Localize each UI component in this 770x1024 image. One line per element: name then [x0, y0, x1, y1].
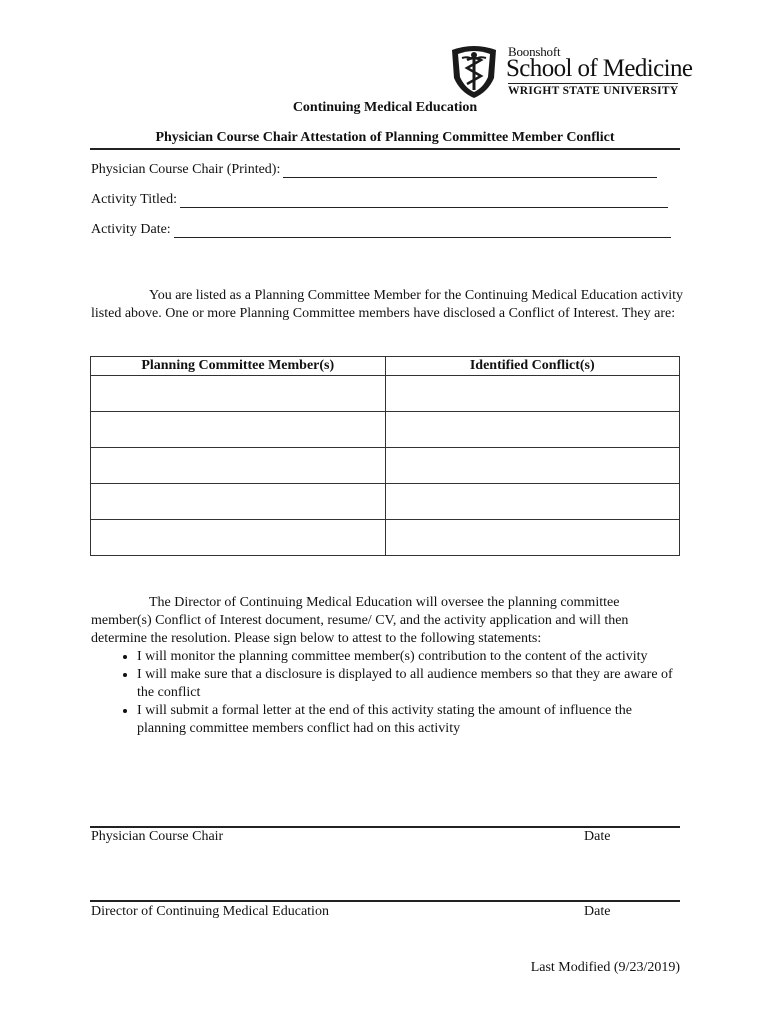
- conflict-cell[interactable]: [385, 448, 680, 484]
- table-row: [91, 520, 680, 556]
- conflict-table: [90, 356, 680, 556]
- table-row: [91, 448, 680, 484]
- chair-name-input[interactable]: [283, 163, 657, 178]
- activity-date-input[interactable]: [174, 223, 671, 238]
- conflict-cell[interactable]: [385, 520, 680, 556]
- attestation-statements: [91, 648, 683, 738]
- member-cell[interactable]: [91, 376, 386, 412]
- title-divider: [90, 148, 680, 150]
- logo-line-university: WRIGHT STATE UNIVERSITY: [508, 85, 679, 97]
- member-cell[interactable]: [91, 484, 386, 520]
- shield-caduceus-icon: [448, 44, 500, 100]
- member-cell[interactable]: [91, 412, 386, 448]
- conflict-cell[interactable]: [385, 484, 680, 520]
- intro-text: You are listed as a Planning Committee Member for the Continuing Medical Education activity listed above. One or more Planning Committee members have disclosed a Conflict of Interest. They are:: [91, 288, 683, 321]
- chair-signature-line[interactable]: [90, 826, 680, 828]
- director-paragraph: [91, 594, 683, 648]
- director-date-label: Date: [584, 904, 611, 919]
- list-item: • I will submit a formal letter at the end of this activity stating the amount of influence the planning committee members conflict had on this activity: [137, 702, 683, 738]
- university-logo: [448, 44, 693, 100]
- conflict-cell[interactable]: [385, 376, 680, 412]
- director-signature-line[interactable]: [90, 900, 680, 902]
- list-item: • I will make sure that a disclosure is displayed to all audience members so that they are aware of the conflict: [137, 666, 683, 702]
- chair-name-label: Physician Course Chair (Printed):: [91, 162, 281, 177]
- activity-date-label: Activity Date:: [91, 222, 171, 237]
- column-header-conflicts: Identified Conflict(s): [385, 357, 680, 376]
- activity-title-label: Activity Titled:: [91, 192, 177, 207]
- table-row: [91, 376, 680, 412]
- list-item: • I will monitor the planning committee member(s) contribution to the content of the activity: [137, 648, 683, 666]
- chair-date-label: Date: [584, 829, 611, 844]
- member-cell[interactable]: [91, 520, 386, 556]
- activity-title-field: [91, 192, 668, 208]
- activity-date-field: [91, 222, 671, 238]
- table-row: [91, 484, 680, 520]
- director-signature-label: Director of Continuing Medical Education: [91, 904, 329, 919]
- logo-line-boonshoft: Boonshoft: [508, 44, 561, 59]
- member-cell[interactable]: [91, 448, 386, 484]
- conflict-cell[interactable]: [385, 412, 680, 448]
- page-subtitle: Physician Course Chair Attestation of Planning Committee Member Conflict: [155, 130, 615, 145]
- logo-divider: [508, 83, 678, 84]
- activity-title-input[interactable]: [180, 193, 668, 208]
- chair-name-field: [91, 162, 657, 178]
- page-title: Continuing Medical Education: [292, 100, 478, 115]
- intro-paragraph: [91, 287, 683, 323]
- table-row: [91, 412, 680, 448]
- director-text: The Director of Continuing Medical Education will oversee the planning committee member(s) Conflict of Interest document, resume/ CV, and the activity application and will then determine the resolution. Please sign below to attest to the following statements:: [91, 595, 629, 646]
- logo-line-school: School of Medicine: [506, 55, 693, 82]
- last-modified: Last Modified (9/23/2019): [530, 960, 680, 975]
- chair-signature-label: Physician Course Chair: [91, 829, 224, 844]
- column-header-members: Planning Committee Member(s): [91, 357, 386, 376]
